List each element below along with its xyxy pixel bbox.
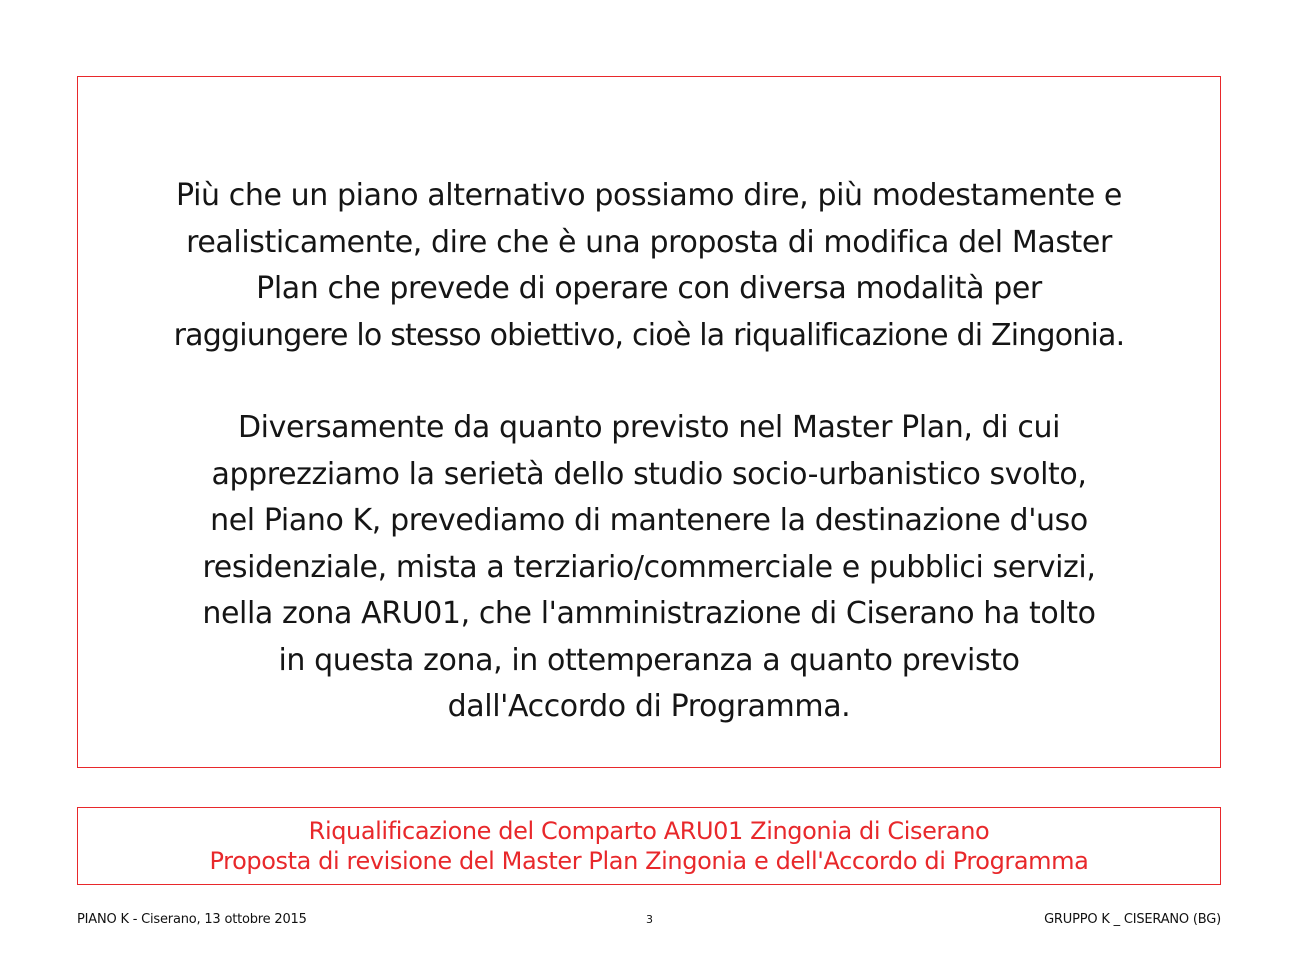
page-footer [77, 912, 1221, 932]
text-line: residenziale, mista a terziario/commerciale e pubblici servizi, [202, 549, 1096, 585]
text-line: in questa zona, in ottemperanza a quanto previsto [278, 642, 1020, 678]
banner-title: Riqualificazione del Comparto ARU01 Zingonia di Ciserano [308, 817, 990, 845]
paragraph-1 [78, 173, 1220, 359]
text-line: dall'Accordo di Programma. [447, 689, 851, 724]
text-line: Diversamente da quanto previsto nel Master Plan, di cui [237, 410, 1061, 445]
banner-subtitle: Proposta di revisione del Master Plan Zingonia e dell'Accordo di Programma [209, 847, 1089, 875]
page-number: 3 [646, 913, 653, 926]
text-line: Plan che prevede di operare con diversa modalità per [256, 271, 1042, 306]
text-line: nella zona ARU01, che l'amministrazione di Ciserano ha tolto [202, 596, 1096, 631]
footer-organization: GRUPPO K _ CISERANO (BG) [1044, 912, 1221, 927]
paragraph-2 [78, 405, 1220, 731]
main-text [78, 173, 1220, 731]
text-line: realisticamente, dire che è una proposta di modifica del Master [186, 224, 1112, 260]
title-banner [77, 807, 1221, 885]
text-line: apprezziamo la serietà dello studio socio-urbanistico svolto, [211, 456, 1087, 492]
main-text-frame [77, 76, 1221, 768]
footer-event: PIANO K - Ciserano, 13 ottobre 2015 [77, 912, 307, 927]
text-line: Più che un piano alternativo possiamo dire, più modestamente e [176, 178, 1122, 213]
text-line: raggiungere lo stesso obiettivo, cioè la riqualificazione di Zingonia. [173, 317, 1125, 353]
text-line: nel Piano K, prevediamo di mantenere la destinazione d'uso [210, 503, 1088, 538]
